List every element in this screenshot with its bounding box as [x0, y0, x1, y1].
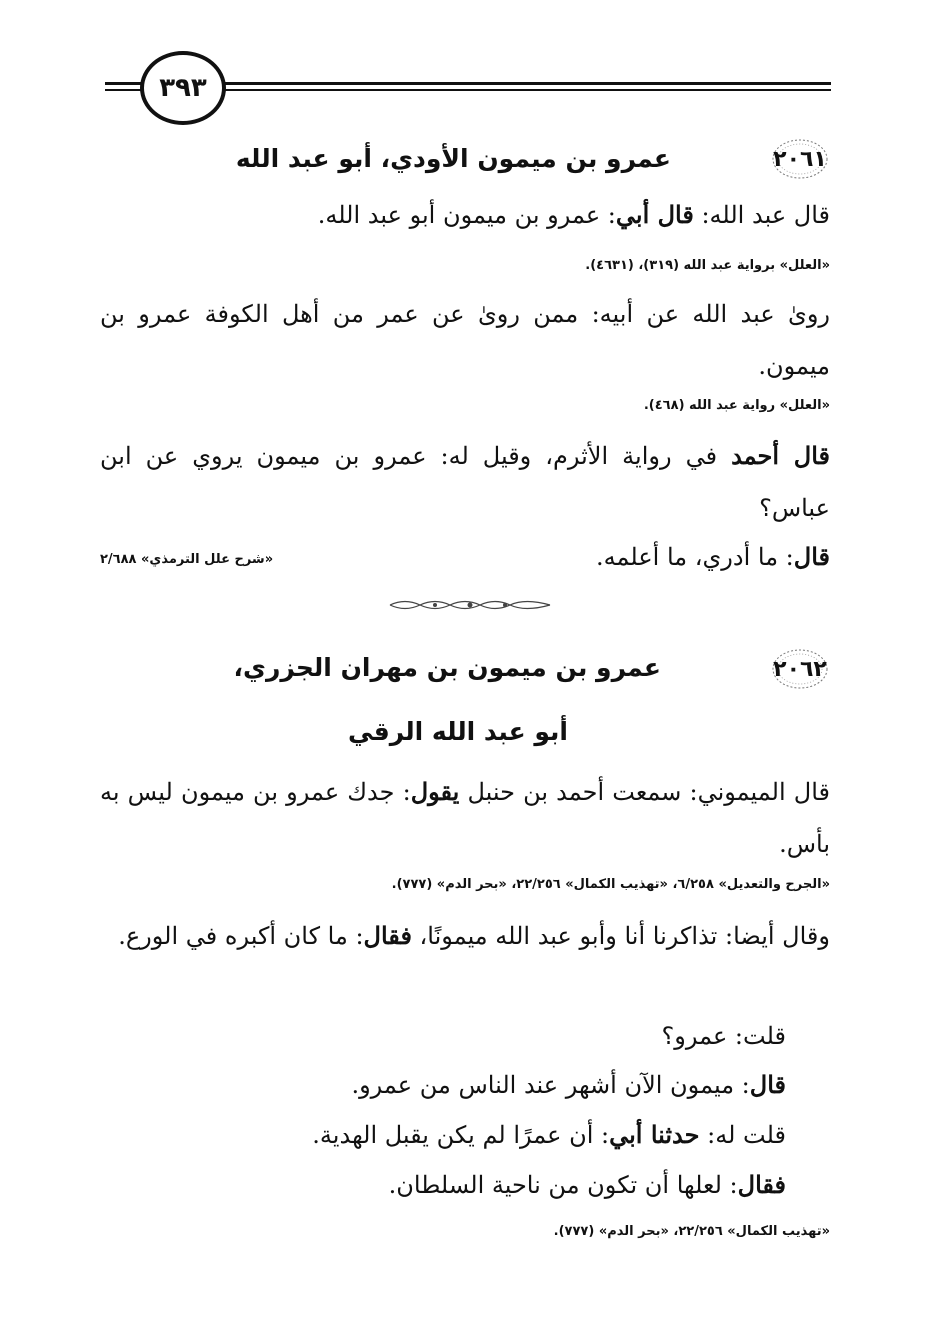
citation: «العلل» رواية عبد الله (٤٦٨).: [643, 398, 830, 413]
paragraph: قال: ما أدري، ما أعلمه.: [596, 542, 830, 571]
citation: «العلل» برواية عبد الله (٣١٩)، (٤٦٣١).: [585, 258, 830, 273]
dialogue-line: قلت: عمرو؟: [661, 1022, 786, 1050]
dialogue-line: قلت له: حدثنا أبي: أن عمرًا لم يكن يقبل الهدية.: [312, 1120, 786, 1149]
entry-heading: أبو عبد الله الرقي: [348, 717, 568, 746]
citation: «الجرح والتعديل» ٦/٢٥٨، «تهذيب الكمال» ٢٢/٢٥٦، «بحر الدم» (٧٧٧).: [391, 877, 830, 892]
entry-heading: عمرو بن ميمون بن مهران الجزري،: [233, 653, 661, 682]
citation: «تهذيب الكمال» ٢٢/٢٥٦، «بحر الدم» (٧٧٧).: [553, 1224, 830, 1239]
citation: «شرح علل الترمذي» ٢/٦٨٨: [100, 552, 274, 567]
entry-heading: عمرو بن ميمون الأودي، أبو عبد الله: [235, 144, 671, 173]
paragraph: وقال أيضا: تذاكرنا أنا وأبو عبد الله ميمونًا، فقال: ما كان أكبره في الورع.: [118, 921, 830, 950]
entry-number-badge: ٢٠٦١: [770, 137, 830, 181]
page-number: ٣٩٣: [140, 51, 226, 125]
paragraph: قال أحمد في رواية الأثرم، وقيل له: عمرو بن ميمون يروي عن ابن عباس؟: [100, 441, 830, 522]
paragraph: رویٰ عبد الله عن أبیه: ممن رویٰ عن عمر من أهل الكوفة عمرو بن ميمون.: [100, 300, 830, 380]
paragraph: قال عبد الله: قال أبي: عمرو بن ميمون أبو عبد الله.: [317, 200, 830, 229]
paragraph: قال الميموني: سمعت أحمد بن حنبل يقول: جدك عمرو بن ميمون ليس به بأس.: [100, 777, 830, 858]
dialogue-line: قال: ميمون الآن أشهر عند الناس من عمرو.: [351, 1070, 786, 1099]
divider-ornament-icon: [385, 596, 555, 614]
entry-number-badge: ٢٠٦٢: [770, 647, 830, 691]
dialogue-line: فقال: لعلها أن تكون من ناحية السلطان.: [388, 1170, 786, 1199]
